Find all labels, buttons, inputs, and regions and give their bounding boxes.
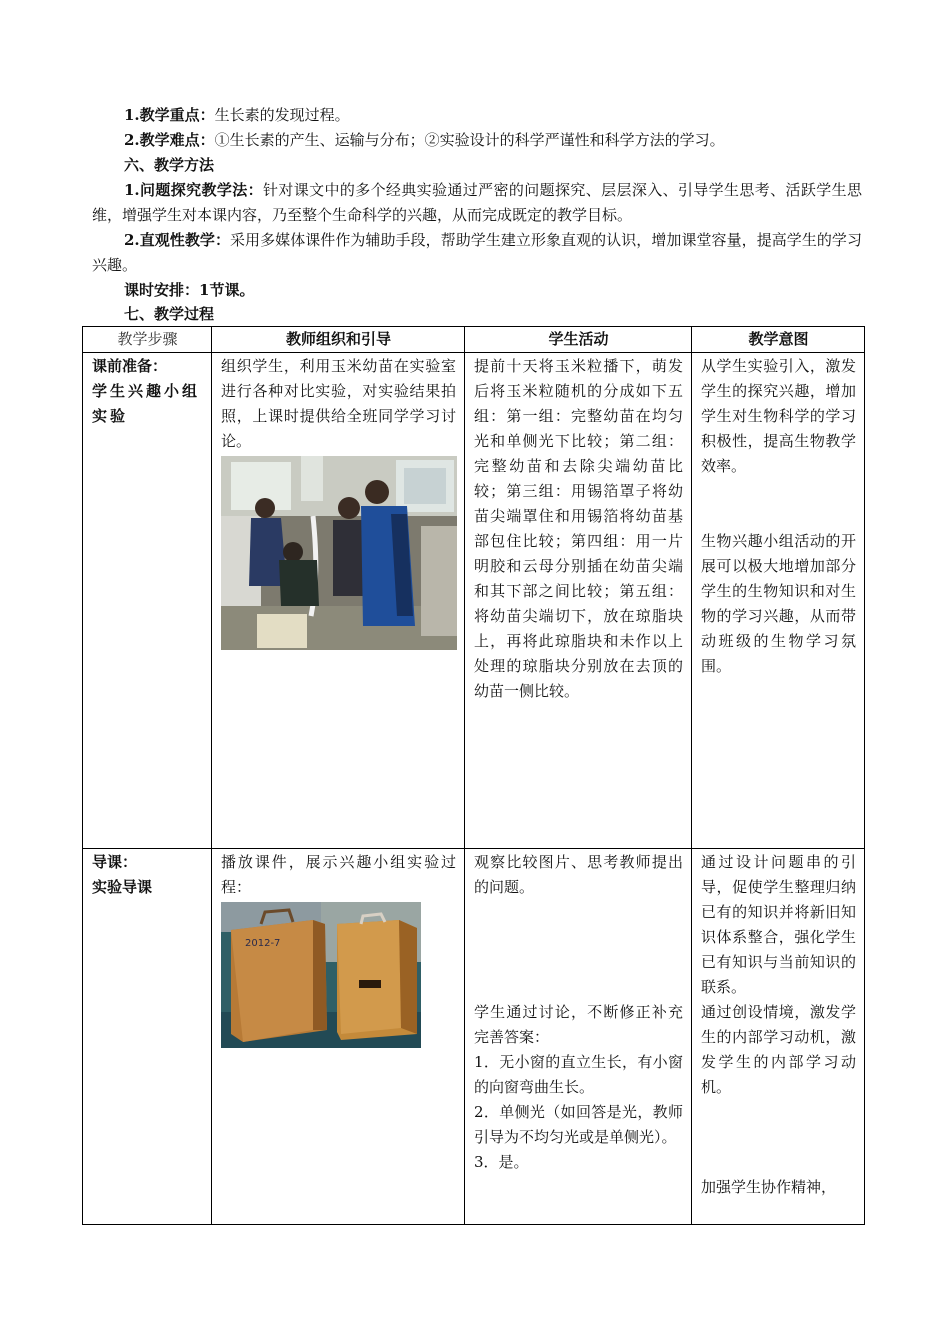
row2-answer-1: 1．无小窗的直立生长，有小窗的向窗弯曲生长。 [474,1053,683,1096]
table-header-row [83,327,865,353]
teaching-process-table [82,326,865,1225]
teaching-difficulty: 2.教学难点：①生长素的产生、运输与分布；②实验设计的科学严谨性和科学方法的学习。 [124,131,725,149]
row2-answer-3: 3．是。 [474,1153,529,1171]
row2-intent-text-2: 通过创设情境，激发学生的内部学习动机，激发学生的内部学习动机。 [701,1003,856,1096]
row2-student-cell [465,849,692,1225]
row2-teacher-cell [212,849,465,1225]
row2-teacher-text: 播放课件，展示兴趣小组实验过程： [221,853,456,896]
row1-step-cell [83,353,212,849]
table-row [83,849,865,1225]
header-teacher: 教师组织和引导 [212,327,465,353]
lab-students-photo [221,456,457,650]
row1-step-title: 课前准备： [92,357,168,375]
section-7-heading: 七、教学过程 [124,305,215,323]
header-step: 教学步骤 [83,327,212,353]
row1-student-text: 提前十天将玉米粒播下，萌发后将玉米粒随机的分成如下五组：第一组：完整幼苗在均匀光和单侧光下比较；第二组：完整幼苗和去除尖端幼苗比较；第三组：用锡箔罩子将幼苗尖端罩住和用锡箔将幼苗基部包住比较；第四组：用一片明胶和云母分别插在幼苗尖端和其下部之间比较；第五组：将幼苗尖端切下，放在琼脂块上，再将此琼脂块和未作以上处理的琼脂块分别放在去顶的幼苗一侧比较。 [474,357,683,700]
row1-teacher-text: 组织学生，利用玉米幼苗在实验室进行各种对比实验，对实验结果拍照，上课时提供给全班同学学习讨论。 [221,357,456,450]
class-hours: 课时安排：1节课。 [124,281,255,299]
row2-intent-text-1: 通过设计问题串的引导，促使学生整理归纳已有的知识并将新旧知识体系整合，强化学生已有知识与当前知识的联系。 [701,853,856,996]
row1-step-name: 学生兴趣小组实验 [92,382,201,425]
teaching-key-point: 1.教学重点：生长素的发现过程。 [124,106,350,124]
header-intent: 教学意图 [692,327,865,353]
box-label: 2012-7 [245,938,281,949]
row1-teacher-cell [212,353,465,849]
row2-step-cell [83,849,212,1225]
row1-intent-text-1: 从学生实验引入，激发学生的探究兴趣，增加学生对生物科学的学习积极性，提高生物教学效率。 [701,357,856,475]
row2-step-title: 导课： [92,853,138,871]
wooden-box-photo [221,902,421,1048]
row1-student-cell [465,353,692,849]
header-student: 学生活动 [465,327,692,353]
row2-intent-text-3: 加强学生协作精神， [701,1178,837,1196]
row1-intent-cell [692,353,865,849]
row2-student-text-1: 观察比较图片、思考教师提出的问题。 [474,853,683,896]
section-6-heading: 六、教学方法 [124,156,215,174]
method-1-paragraph: 1.问题探究教学法：针对课文中的多个经典实验通过严密的问题探究、层层深入、引导学生思考、活跃学生思维，增强学生对本课内容，乃至整个生命科学的兴趣，从而完成既定的教学目标。 [92,181,862,224]
method-2-paragraph: 2.直观性教学：采用多媒体课件作为辅助手段，帮助学生建立形象直观的认识，增加课堂容量，提高学生的学习兴趣。 [92,231,862,274]
row2-step-name: 实验导课 [92,878,153,896]
row1-intent-text-2: 生物兴趣小组活动的开展可以极大地增加部分学生的生物知识和对生物的学习兴趣，从而带动班级的生物学习氛围。 [701,532,856,675]
row2-student-text-2: 学生通过讨论，不断修正补充完善答案： [474,1003,683,1046]
row2-intent-cell [692,849,865,1225]
row2-answer-2: 2．单侧光（如回答是光，教师引导为不均匀光或是单侧光）。 [474,1103,683,1146]
table-row [83,353,865,849]
